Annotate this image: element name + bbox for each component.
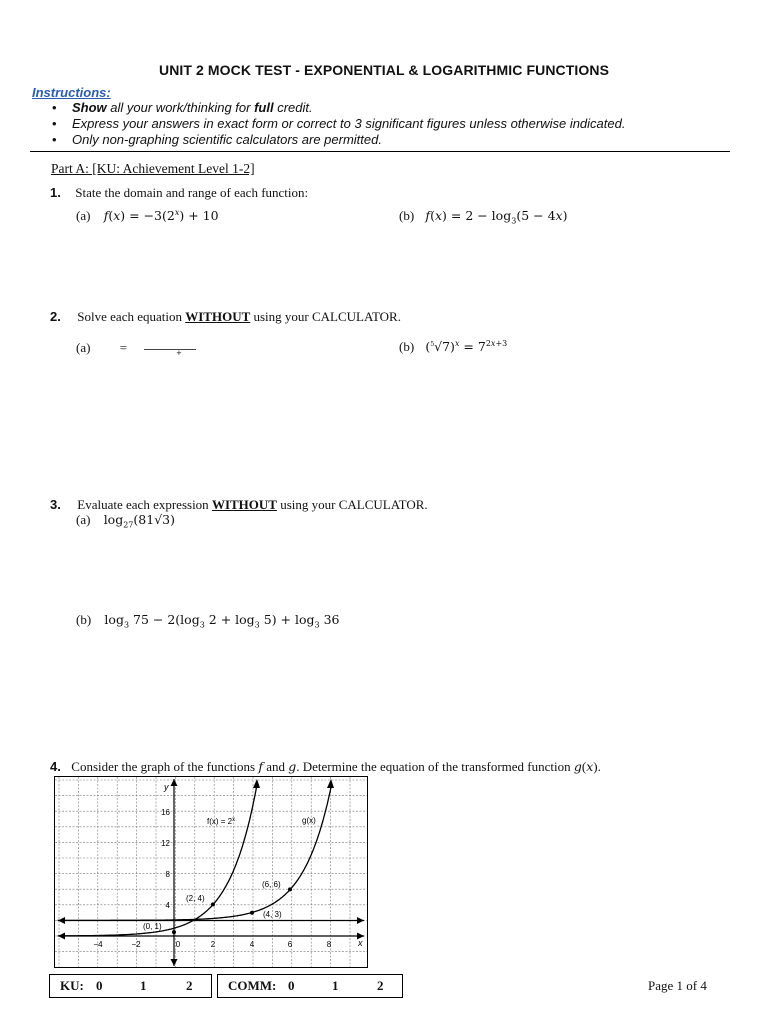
question-text: Consider the graph of the functions f and g. Determine the equation of the transformed function g(x). bbox=[71, 759, 601, 774]
question-number: 3. bbox=[50, 497, 61, 512]
instruction-item: • Express your answers in exact form or correct to 3 significant figures unless otherwise indicated. bbox=[52, 116, 625, 132]
q2-part-b: (b) $(^5√7)^x = 7^{2x+3}$ bbox=[399, 339, 508, 355]
point-marker bbox=[250, 911, 254, 915]
point-label: (6, 6) bbox=[262, 880, 281, 889]
x-tick-label: 4 bbox=[249, 940, 255, 949]
q2a-plus-sign: + bbox=[176, 349, 182, 357]
question-text: Evaluate each expression WITHOUT using your CALCULATOR. bbox=[77, 497, 428, 512]
point-label: (0, 1) bbox=[143, 922, 162, 931]
question-4 bbox=[50, 758, 601, 776]
q3b-expression: $\log_3 75 - 2(\log_3$ $2 + \log_3 5) + \log_3 36$ bbox=[104, 612, 340, 630]
point-marker bbox=[172, 930, 176, 934]
point-label: (2, 4) bbox=[186, 894, 205, 903]
y-tick-label: 4 bbox=[165, 901, 170, 910]
q2-part-a: (a) = bbox=[76, 340, 196, 356]
part-a-heading: Part A: [KU: Achievement Level 1-2] bbox=[51, 161, 255, 176]
instruction-item: • Show all your work/thinking for full credit. bbox=[52, 100, 625, 116]
question-number: 1. bbox=[50, 185, 61, 200]
ku-score-box: KU: 0 1 2 bbox=[49, 974, 212, 998]
graph-grid bbox=[55, 777, 367, 967]
q3a-expression: $\log_{27}(81√3)$ bbox=[103, 512, 175, 530]
question-number: 4. bbox=[50, 759, 61, 774]
function-graph bbox=[54, 776, 368, 968]
instructions-heading: Instructions: bbox=[32, 85, 111, 100]
point-marker bbox=[288, 887, 292, 891]
q1a-equation: $f(x) = -3(2^x) + 10$ bbox=[103, 208, 219, 224]
q1b-equation: $f(x) = 2 - \log_3(5 - 4x)$ bbox=[425, 208, 568, 226]
comm-score-box: COMM: 0 1 2 bbox=[217, 974, 403, 998]
y-tick-label: 16 bbox=[161, 808, 170, 817]
score-option[interactable]: 2 bbox=[377, 978, 384, 993]
x-tick-label: 6 bbox=[287, 940, 293, 949]
x-axis-label: x bbox=[358, 938, 363, 948]
x-tick-label: −2 bbox=[131, 940, 141, 949]
y-tick-label: 12 bbox=[161, 839, 170, 848]
x-tick-label: 8 bbox=[326, 940, 332, 949]
instructions-list bbox=[52, 100, 625, 148]
score-option[interactable]: 1 bbox=[332, 978, 339, 993]
score-option[interactable]: 0 bbox=[96, 978, 103, 993]
divider bbox=[30, 151, 730, 152]
point-marker bbox=[211, 902, 215, 906]
page-number: Page 1 of 4 bbox=[648, 978, 707, 993]
q1-part-b: (b) $f(x) = 2 - \log_3(5 - 4x)$ bbox=[399, 208, 568, 226]
q2b-equation: $(^5√7)^x = 7^{2x+3}$ bbox=[425, 339, 508, 355]
score-option[interactable]: 1 bbox=[140, 978, 147, 993]
fraction-bar bbox=[144, 349, 196, 350]
point-label: (4, 3) bbox=[263, 910, 282, 919]
q3-part-a: (a) $\log_{27}(81√3)$ bbox=[76, 512, 175, 530]
f-label: $f(x) = 2^x$ bbox=[207, 817, 236, 826]
score-option[interactable]: 2 bbox=[186, 978, 193, 993]
question-text: Solve each equation WITHOUT using your CALCULATOR. bbox=[77, 309, 401, 324]
question-number: 2. bbox=[50, 309, 61, 324]
y-axis-label: y bbox=[164, 782, 169, 792]
question-2 bbox=[50, 308, 401, 326]
g-label: g(x) bbox=[302, 816, 316, 825]
x-tick-label: 0 bbox=[175, 940, 181, 949]
f-curve bbox=[58, 782, 258, 936]
q1-part-a: (a) $f(x) = -3(2^x) + 10$ bbox=[76, 208, 219, 224]
x-tick-label: 2 bbox=[210, 940, 216, 949]
question-text: State the domain and range of each function: bbox=[75, 185, 309, 200]
instruction-item: • Only non-graphing scientific calculators are permitted. bbox=[52, 132, 625, 148]
q3-part-b: (b) $\log_3 75 - 2(\log_3$ $2 + \log_3 5) + \log_3 36$ bbox=[76, 612, 340, 630]
test-title: UNIT 2 MOCK TEST - EXPONENTIAL & LOGARITHMIC FUNCTIONS bbox=[158, 62, 610, 78]
score-option[interactable]: 0 bbox=[288, 978, 295, 993]
y-tick-label: 8 bbox=[165, 870, 170, 879]
x-tick-label: −4 bbox=[93, 940, 103, 949]
question-1 bbox=[50, 184, 308, 202]
